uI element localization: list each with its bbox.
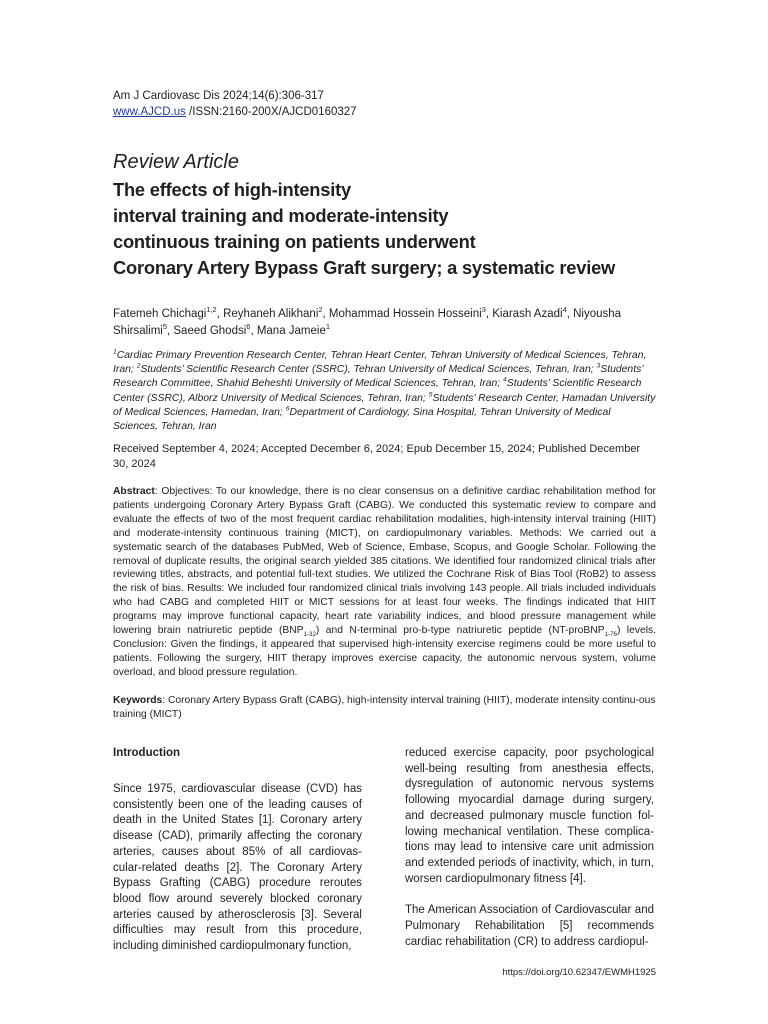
affil-sup: 2	[136, 362, 141, 370]
section-heading-introduction: Introduction	[113, 747, 181, 759]
affil-text: Students’ Scientific Research Center (SSRC), Tehran University of Medical Sciences, Tehran, Iran;	[140, 364, 597, 376]
author-affil-sup: 1	[325, 322, 331, 332]
body-paragraph: The American Association of Cardiovascular and Pulmonary Rehabilitation [5] recommends cardiac rehabilitation (CR) to address cardiopul-	[405, 904, 654, 948]
affil-sup: 4	[503, 376, 507, 384]
author-name: Fatemeh Chichagi	[113, 308, 207, 320]
author-separator: ,	[250, 325, 257, 337]
author-name: Mana Jameie	[256, 325, 326, 337]
author-separator: ,	[216, 308, 224, 320]
abstract	[113, 485, 656, 680]
abstract-text: ) and N-terminal pro-b-type natriuretic peptide (NT-proBNP	[315, 625, 605, 637]
author-separator: ,	[485, 308, 493, 320]
author-affil-sup: 6	[246, 322, 251, 332]
title-line: continuous training on patients underwent	[113, 231, 476, 252]
article-title	[113, 177, 673, 281]
author-affil-sup: 3	[481, 305, 486, 315]
affiliations	[113, 349, 656, 434]
affil-text: Students’ Research Center, Hamadan University of Medical Sciences, Hamedan, Iran;	[113, 392, 656, 418]
journal-issn: /ISSN:2160-200X/AJCD0160327	[185, 106, 357, 118]
affil-sup: 6	[285, 405, 290, 413]
abstract-label: Abstract	[113, 486, 155, 497]
author-list	[113, 306, 656, 340]
author-name: Saeed Ghodsi	[173, 325, 247, 337]
journal-header	[113, 88, 357, 120]
affil-text: Cardiac Primary Prevention Research Center, Tehran Heart Center, Tehran University of Medical Sciences, Tehran, Iran;	[113, 350, 647, 376]
author-name: Kiarash Azadi	[492, 308, 563, 320]
title-line: interval training and moderate-intensity	[113, 205, 449, 226]
title-line: Coronary Artery Bypass Graft surgery; a systematic review	[113, 257, 616, 278]
keywords-text: : Coronary Artery Bypass Graft (CABG), high-intensity interval training (HIIT), moderate intensity continu-ous training (MICT)	[113, 695, 656, 720]
journal-url-link[interactable]: www.AJCD.us	[113, 106, 186, 118]
abstract-subscript: 1-32	[303, 631, 316, 639]
author-separator: ,	[566, 308, 574, 320]
keywords	[113, 694, 656, 722]
journal-citation: Am J Cardiovasc Dis 2024;14(6):306-317	[113, 90, 324, 102]
author-affil-sup: 2	[318, 305, 323, 315]
author-name: Reyhaneh Alikhani	[223, 308, 319, 320]
affil-text: Students’ Research Committee, Shahid Beheshti University of Medical Sciences, Tehran, Iran;	[113, 364, 644, 390]
body-paragraph: Since 1975, cardiovascular disease (CVD) has consistently been one of the leading causes of death in the United States [1]. Coronary artery disease (CAD), primarily affecting the coronary arteries, causes about 85% of all cardiovas-cular-related deaths [2]. The Coronary Artery Bypass Grafting (CABG) procedure reroutes blood flow around severely blocked coronary arteries caused by atherosclerosis [3]. Several difficulties may result from this procedure, including diminished cardiopulmonary function,	[113, 783, 362, 953]
author-name: Niyousha Shirsalimi	[113, 308, 622, 337]
author-separator: ,	[167, 325, 174, 337]
body-paragraph: reduced exercise capacity, poor psychological well-being resulting from anesthesia effects, dysregulation of autonomic nervous systems following myocardial damage during surgery, and decreased pulmonary muscle function fol-lowing mechanical ventilation. These complica-tions may lead to intensive care unit admission and extended periods of inactivity, which, in turn, worsen cardiopulmonary fitness [4].	[405, 747, 654, 885]
author-affil-sup: 5	[162, 322, 167, 332]
title-line: The effects of high-intensity	[113, 179, 351, 200]
article-type: Review Article	[113, 151, 239, 173]
abstract-text: ) levels. Conclusion: Given the findings, it appeared that supervised high-intensity exercise regimens could be more useful to patients. Following the surgery, HIIT therapy improves exercise capacity, the autonomic nervous system, volume overload, and blood pressure regulation.	[113, 625, 656, 678]
abstract-text: : Objectives: To our knowledge, there is no clear consensus on a definitive cardiac rehabilitation method for patients undergoing Coronary Artery Bypass Graft (CABG). We conducted this systematic review to compare and evaluate the effects of two of the most frequent cardiac rehabilitation modalities, high-intensity interval training (HIIT) and moderate-intensity continuous training (MICT), on cardiopulmonary variables. Methods: We carried out a systematic search of the databases PubMed, Web of Science, Embase, Scopus, and Google Scholar. Following the removal of duplicate results, the original search yielded 385 citations. We identified four randomized clinical trials after reviewing titles, abstracts, and potential full-text studies. We utilized the Cochrane Risk of Bias Tool (RoB2) to assess the risk of bias. Results: We included four randomized clinical trials involving 143 people. All trials included individuals who had CABG and completed HIIT or MICT sessions for at least four weeks. The findings indicated that HIIT programs may improve functional capacity, heart rate variability indices, and blood pressure management while lowering brain natriuretic peptide (BNP	[113, 486, 656, 637]
body-column-left	[113, 746, 362, 971]
abstract-subscript: 1-76	[604, 631, 617, 639]
affil-text: Department of Cardiology, Sina Hospital, Tehran University of Medical Sciences, Tehran, Iran	[113, 406, 611, 433]
publication-dates: Received September 4, 2024; Accepted December 6, 2024; Epub December 15, 2024; Published December 30, 2024	[113, 443, 641, 470]
affil-sup: 5	[428, 391, 433, 399]
keywords-label: Keywords	[113, 695, 163, 706]
author-affil-sup: 4	[562, 305, 567, 315]
affil-sup: 1	[113, 348, 117, 356]
body-column-right	[405, 746, 654, 966]
author-affil-sup: 1,2	[206, 305, 217, 315]
author-name: Mohammad Hossein Hosseini	[328, 308, 482, 320]
affil-text: Students’ Scientific Research Center (SSRC), Alborz University of Medical Sciences, Tehran, Iran;	[113, 378, 642, 404]
affil-sup: 3	[596, 362, 601, 370]
doi-link[interactable]: https://doi.org/10.62347/EWMH1925	[502, 967, 656, 978]
author-separator: ,	[322, 308, 329, 320]
